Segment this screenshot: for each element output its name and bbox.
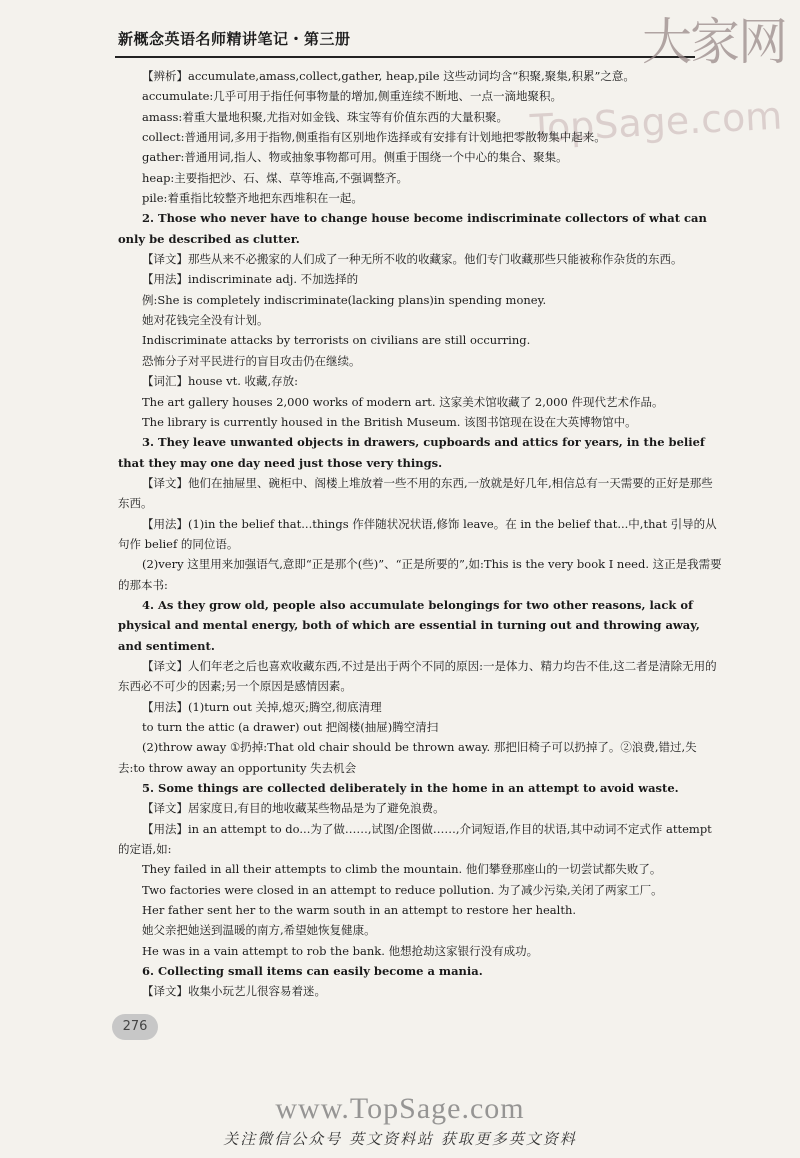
usage-line: (2)very 这里用来加强语气,意即“正是那个(些)”、“正是所要的”,如:This is the very book I need. 这正是我需要的那本书:	[118, 557, 722, 592]
text-line: collect:普通用词,多用于指物,侧重指有区别地作选择或有安排有计划地把零散物集中起来。	[142, 130, 606, 145]
header-rule	[115, 56, 695, 58]
example-line: The library is currently housed in the British Museum. 该图书馆现在设在大英博物馆中。	[142, 414, 637, 429]
page-number: 276	[112, 1014, 158, 1040]
text-line: pile:着重指比较整齐地把东西堆积在一起。	[142, 191, 363, 206]
translation-line: 【译文】他们在抽屉里、碗柜中、阁楼上堆放着一些不用的东西,一放就是好几年,相信总有一天需要的正好是那些东西。	[118, 475, 713, 511]
text-line: heap:主要指把沙、石、煤、草等堆高,不强调整齐。	[142, 170, 408, 185]
sentence-heading: 5. Some things are collected deliberately in the home in an attempt to avoid waste.	[142, 781, 679, 796]
text-line: gather:普通用词,指人、物或抽象事物都可用。侧重于围绕一个中心的集合、聚集。	[142, 150, 568, 165]
sentence-heading: 6. Collecting small items can easily become a mania.	[142, 964, 483, 979]
footer-note: 关注微信公众号 英文资料站 获取更多英文资料	[223, 1130, 577, 1148]
book-title: 新概念英语名师精讲笔记・第三册	[118, 30, 351, 48]
example-line: Her father sent her to the warm south in an attempt to restore her health.	[142, 903, 577, 918]
sentence-heading: 2. Those who never have to change house become indiscriminate collectors of what can only be described as clutter.	[118, 211, 707, 246]
example-line: to turn the attic (a drawer) out 把阁楼(抽屉)腾空清扫	[142, 720, 439, 734]
example-line: 恐怖分子对平民进行的盲目攻击仍在继续。	[142, 353, 361, 368]
example-line: 她对花钱完全没有计划。	[142, 313, 269, 328]
example-line: They failed in all their attempts to climb the mountain. 他们攀登那座山的一切尝试都失败了。	[142, 862, 662, 877]
sentence-heading: 3. They leave unwanted objects in drawers, cupboards and attics for years, in the belief that they may one day need just those very things.	[118, 435, 705, 470]
translation-line: 【译文】收集小玩艺儿很容易着迷。	[142, 984, 326, 999]
example-line: 例:She is completely indiscriminate(lacking plans)in spending money.	[142, 292, 547, 307]
usage-line: (2)throw away ①扔掉:That old chair should be thrown away. 那把旧椅子可以扔掉了。②浪费,错过,失去:to throw away an opportunity 失去机会	[118, 740, 697, 775]
sentence-heading: 4. As they grow old, people also accumulate belongings for two other reasons, lack of physical and mental energy, both of which are essential in turning out and throwing away, and sentiment.	[118, 597, 700, 653]
example-line: Indiscriminate attacks by terrorists on civilians are still occurring.	[142, 333, 531, 348]
translation-line: 【译文】那些从来不必搬家的人们成了一种无所不收的收藏家。他们专门收藏那些只能被称作杂货的东西。	[142, 252, 683, 267]
footer-watermark-url: www.TopSage.com	[275, 1092, 525, 1125]
example-line: He was in a vain attempt to rob the bank. 他想抢劫这家银行没有成功。	[142, 943, 539, 958]
text-line: amass:着重大量地积聚,尤指对如金钱、珠宝等有价值东西的大量积聚。	[142, 109, 508, 124]
example-line: The art gallery houses 2,000 works of modern art. 这家美术馆收藏了 2,000 件现代艺术作品。	[142, 394, 664, 409]
example-line: Two factories were closed in an attempt to reduce pollution. 为了减少污染,关闭了两家工厂。	[142, 882, 663, 897]
usage-line: 【用法】indiscriminate adj. 不加选择的	[142, 272, 359, 287]
example-line: 她父亲把她送到温暖的南方,希望她恢复健康。	[142, 923, 376, 938]
watermark-logo-cn: 大家网	[642, 13, 786, 71]
translation-line: 【译文】人们年老之后也喜欢收藏东西,不过是出于两个不同的原因:一是体力、精力均告不佳,这二者是清除无用的东西必不可少的因素;另一个原因是感情因素。	[118, 658, 717, 694]
usage-line: 【用法】(1)in the belief that...things 作伴随状况状语,修饰 leave。在 in the belief that...中,that 引导的从句作 belief 的同位语。	[118, 516, 717, 551]
usage-line: 【用法】in an attempt to do...为了做……,试图/企图做……,介词短语,作目的状语,其中动词不定式作 attempt 的定语,如:	[118, 821, 712, 857]
usage-line: 【用法】(1)turn out 关掉,熄灭;腾空,彻底清理	[142, 699, 382, 714]
text-line: 【辨析】accumulate,amass,collect,gather, heap,pile 这些动词均含“积聚,聚集,积累”之意。	[142, 69, 635, 83]
text-line: accumulate:几乎可用于指任何事物量的增加,侧重连续不断地、一点一滴地聚积。	[142, 89, 562, 104]
vocab-line: 【词汇】house vt. 收藏,存放:	[142, 374, 299, 389]
page-content	[118, 66, 722, 1002]
translation-line: 【译文】居家度日,有目的地收藏某些物品是为了避免浪费。	[142, 801, 445, 816]
watermark-logo-en: TopSage.com	[528, 93, 783, 151]
page-header	[0, 0, 800, 71]
